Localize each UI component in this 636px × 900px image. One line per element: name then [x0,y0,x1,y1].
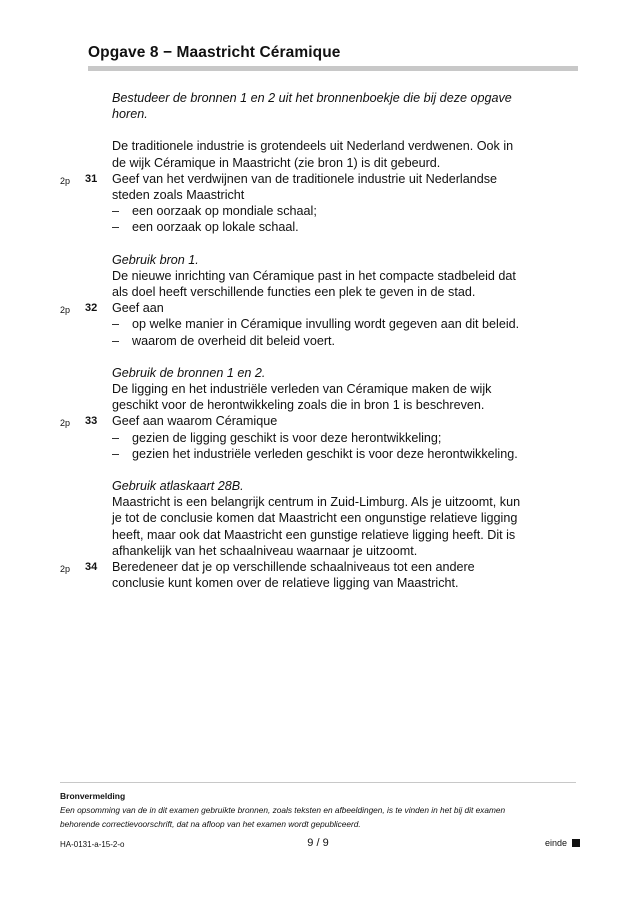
intro-line: Bestudeer de bronnen 1 en 2 uit het bronnenboekje die bij deze opgave [112,91,512,105]
context-32-line: De nieuwe inrichting van Céramique past in het compacte stadbeleid dat [112,268,516,283]
question-32 [60,300,562,316]
end-marker: einde [545,838,580,848]
exam-content [60,90,562,591]
question-line: steden zoals Maastricht [112,188,245,203]
list-item: – waarom de overheid dit beleid voert. [112,333,336,348]
source-credits-title: Bronvermelding [60,791,126,801]
question-points: 2p [60,418,71,429]
question-number: 33 [85,415,98,428]
context-32-line: als doel heeft verschillende functies een plek te geven in de stad. [112,285,476,300]
page-title: Opgave 8 − Maastricht Céramique [88,44,341,61]
context-33-line: De ligging en het industriële verleden van Céramique maken de wijk [112,382,492,397]
question-number: 34 [85,561,98,574]
question-points: 2p [60,564,71,575]
question-number: 32 [85,302,98,315]
question-34 [60,559,562,575]
context-31-line: De traditionele industrie is grotendeels uit Nederland verdwenen. Ook in [112,139,514,154]
question-31 [60,171,562,187]
question-line: Geef van het verdwijnen van de traditionele industrie uit Nederlandse [112,171,498,186]
question-points: 2p [60,305,71,316]
source-instruction: Gebruik de bronnen 1 en 2. [112,365,266,380]
title-divider [88,66,578,71]
question-points: 2p [60,175,71,186]
context-34-line: afhankelijk van het schaalniveau waarnaar je uitzoomt. [112,543,418,558]
context-34-line: je tot de conclusie komen dat Maastricht een ongunstige relatieve ligging [112,511,518,526]
question-line: conclusie kunt komen over de relatieve ligging van Maastricht. [112,576,459,591]
context-34-line: Maastricht is een belangrijk centrum in Zuid-Limburg. Als je uitzoomt, kun [112,495,521,510]
intro-line: horen. [112,107,148,122]
question-line: Geef aan waarom Céramique [112,414,278,429]
question-line: Beredeneer dat je op verschillende schaalniveaus tot een andere [112,560,475,575]
list-item: – op welke manier in Céramique invulling wordt gegeven aan dit beleid. [112,317,520,332]
list-item: – een oorzaak op lokale schaal. [112,220,299,235]
exam-code: HA-0131-a-15-2-o [60,840,125,849]
source-instruction: Gebruik bron 1. [112,252,199,267]
question-number: 31 [85,172,98,185]
end-square-icon [572,839,580,847]
footer-divider [60,782,576,783]
list-item: – een oorzaak op mondiale schaal; [112,204,317,219]
question-33 [60,413,562,429]
list-item: – gezien de ligging geschikt is voor deze herontwikkeling; [112,430,442,445]
list-item: – gezien het industriële verleden geschikt is voor deze herontwikkeling. [112,446,518,461]
source-credits-text: Een opsomming van de in dit examen gebruikte bronnen, zoals teksten en afbeeldingen, is te vinden in het bij dit examen behorende correctievoorschrift, dat na afloop van het examen wordt gepubliceerd. [60,805,506,829]
source-instruction: Gebruik atlaskaart 28B. [112,479,244,494]
context-33-line: geschikt voor de herontwikkeling zoals die in bron 1 is beschreven. [112,398,485,413]
context-34-line: heeft, maar ook dat Maastricht een gunstige relatieve ligging heeft. Dit is [112,527,516,542]
page-number: 9 / 9 [307,837,329,849]
context-31-line: de wijk Céramique in Maastricht (zie bron 1) is dit gebeurd. [112,155,441,170]
question-line: Geef aan [112,301,164,316]
